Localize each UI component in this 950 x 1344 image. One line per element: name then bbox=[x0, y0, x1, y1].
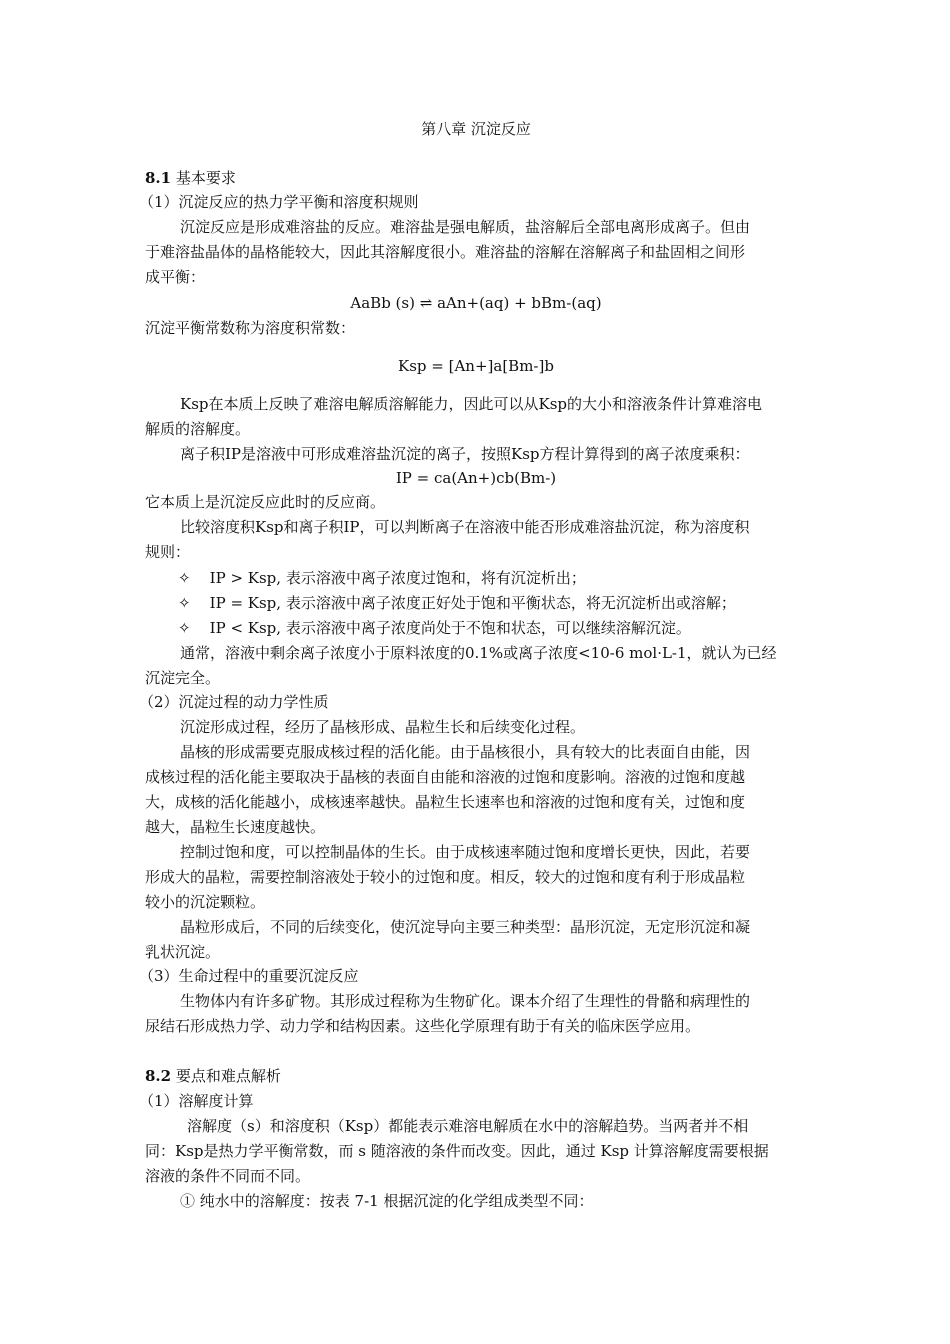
section-number: 8.1 bbox=[145, 169, 172, 187]
subsection-heading: （1）沉淀反应的热力学平衡和溶度积规则 bbox=[139, 193, 419, 211]
paragraph-line: 尿结石形成热力学、动力学和结构因素。这些化学原理有助于有关的临床医学应用。 bbox=[145, 1017, 701, 1035]
bullet-text: IP = Ksp, 表示溶液中离子浓度正好处于饱和平衡状态，将无沉淀析出或溶解； bbox=[209, 594, 736, 612]
bullet-text: IP > Ksp, 表示溶液中离子浓度过饱和，将有沉淀析出； bbox=[209, 569, 586, 587]
paragraph-line: 离子积IP是溶液中可形成难溶盐沉淀的离子，按照Ksp方程计算得到的离子浓度乘积： bbox=[180, 445, 750, 463]
bullet-item bbox=[178, 568, 586, 588]
paragraph-line: 解质的溶解度。 bbox=[145, 420, 251, 438]
paragraph-line: 成核过程的活化能主要取决于晶核的表面自由能和溶液的过饱和度影响。溶液的过饱和度越 bbox=[145, 768, 746, 786]
paragraph-line: 沉淀反应是形成难溶盐的反应。难溶盐是强电解质，盐溶解后全部电离形成离子。但由 bbox=[180, 218, 751, 236]
paragraph-line: 越大，晶粒生长速度越快。 bbox=[145, 818, 326, 836]
section-title: 要点和难点解析 bbox=[175, 1067, 281, 1085]
paragraph-line: 沉淀形成过程，经历了晶核形成、晶粒生长和后续变化过程。 bbox=[180, 718, 586, 736]
numbered-item: ① 纯水中的溶解度：按表 7-1 根据沉淀的化学组成类型不同： bbox=[180, 1192, 594, 1210]
paragraph-line: 形成大的晶粒，需要控制溶液处于较小的过饱和度。相反，较大的过饱和度有利于形成晶粒 bbox=[145, 868, 746, 886]
section-heading bbox=[145, 168, 236, 188]
bullet-icon: ✧ bbox=[178, 619, 191, 637]
paragraph-line: 晶核的形成需要克服成核过程的活化能。由于晶核很小，具有较大的比表面自由能，因 bbox=[180, 743, 751, 761]
subsection-heading: （2）沉淀过程的动力学性质 bbox=[139, 693, 329, 711]
paragraph-line: 溶解度（s）和溶度积（Ksp）都能表示难溶电解质在水中的溶解趋势。当两者并不相 bbox=[187, 1117, 749, 1135]
paragraph-line: 于难溶盐晶体的晶格能较大，因此其溶解度很小。难溶盐的溶解在溶解离子和盐固相之间形 bbox=[145, 243, 746, 261]
paragraph-line: 通常，溶液中剩余离子浓度小于原料浓度的0.1%或离子浓度<10-6 mol·L-1，就认为已经 bbox=[180, 644, 777, 662]
chapter-title: 第八章 沉淀反应 bbox=[421, 120, 531, 138]
bullet-icon: ✧ bbox=[178, 594, 191, 612]
paragraph-line: 沉淀完全。 bbox=[145, 669, 221, 687]
paragraph-line: 规则： bbox=[145, 543, 191, 561]
paragraph-line: 沉淀平衡常数称为溶度积常数： bbox=[145, 319, 356, 337]
paragraph-line: 控制过饱和度，可以控制晶体的生长。由于成核速率随过饱和度增长更快，因此，若要 bbox=[180, 843, 751, 861]
paragraph-line: 成平衡： bbox=[145, 268, 206, 286]
equation: AaBb (s) ⇌ aAn+(aq) + bBm-(aq) bbox=[350, 294, 602, 312]
section-number: 8.2 bbox=[145, 1067, 172, 1085]
subsection-heading: （3）生命过程中的重要沉淀反应 bbox=[139, 967, 359, 985]
paragraph-line: 溶液的条件不同而不同。 bbox=[145, 1167, 311, 1185]
bullet-item bbox=[178, 593, 736, 613]
paragraph-line: 它本质上是沉淀反应此时的反应商。 bbox=[145, 493, 386, 511]
paragraph-line: 乳状沉淀。 bbox=[145, 943, 221, 961]
equation: IP = ca(An+)cb(Bm-) bbox=[395, 469, 557, 487]
equation: Ksp = [An+]a[Bm-]b bbox=[398, 357, 554, 375]
bullet-icon: ✧ bbox=[178, 569, 191, 587]
section-title: 基本要求 bbox=[175, 169, 236, 187]
subsection-heading: （1）溶解度计算 bbox=[139, 1092, 254, 1110]
bullet-text: IP < Ksp, 表示溶液中离子浓度尚处于不饱和状态，可以继续溶解沉淀。 bbox=[209, 619, 691, 637]
paragraph-line: 较小的沉淀颗粒。 bbox=[145, 893, 266, 911]
bullet-item bbox=[178, 618, 691, 638]
paragraph-line: 生物体内有许多矿物。其形成过程称为生物矿化。课本介绍了生理性的骨骼和病理性的 bbox=[180, 992, 751, 1010]
paragraph-line: 大，成核的活化能越小，成核速率越快。晶粒生长速率也和溶液的过饱和度有关，过饱和度 bbox=[145, 793, 746, 811]
paragraph-line: 同：Ksp是热力学平衡常数，而 s 随溶液的条件而改变。因此，通过 Ksp 计算溶解度需要根据 bbox=[145, 1142, 769, 1160]
paragraph-line: 比较溶度积Ksp和离子积IP，可以判断离子在溶液中能否形成难溶盐沉淀，称为溶度积 bbox=[180, 518, 750, 536]
section-heading bbox=[145, 1066, 281, 1086]
paragraph-line: Ksp在本质上反映了难溶电解质溶解能力，因此可以从Ksp的大小和溶液条件计算难溶电 bbox=[180, 395, 763, 413]
paragraph-line: 晶粒形成后，不同的后续变化，使沉淀导向主要三种类型：晶形沉淀，无定形沉淀和凝 bbox=[180, 918, 751, 936]
